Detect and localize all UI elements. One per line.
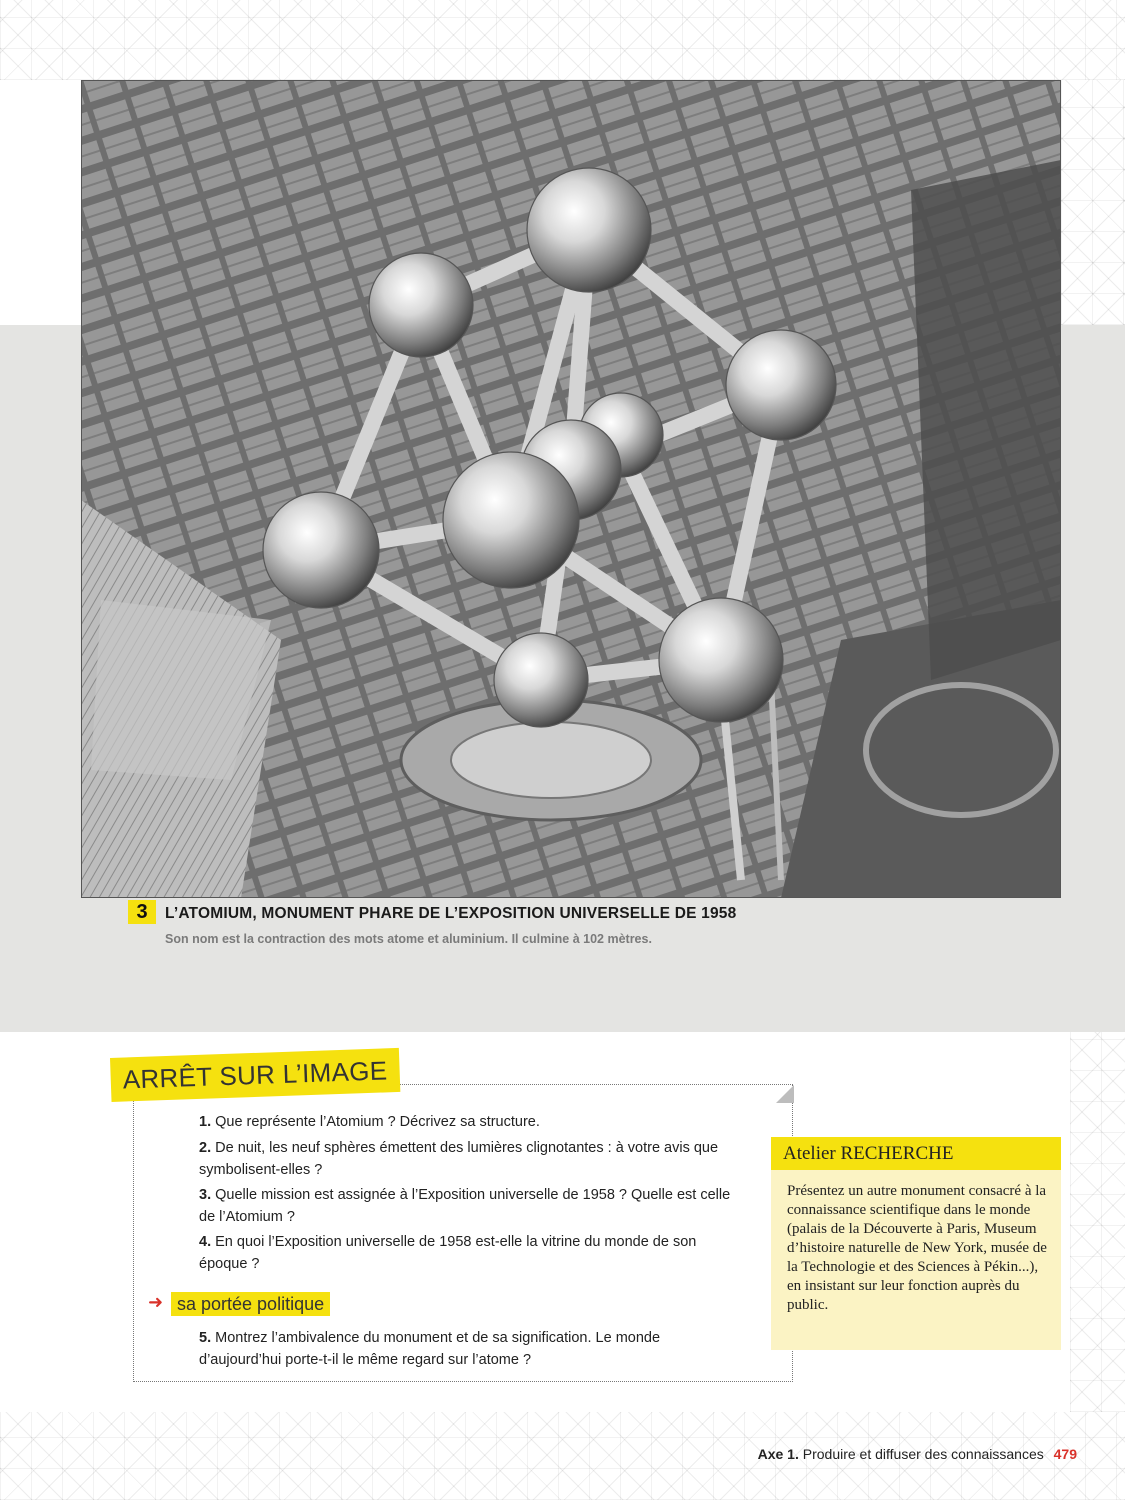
figure-title: L’ATOMIUM, MONUMENT PHARE DE L’EXPOSITION UNIVERSELLE DE 1958 [165,905,737,922]
atelier-title: Atelier RECHERCHE [771,1137,1061,1170]
question-4: 4. En quoi l’Exposition universelle de 1958 est-elle la vitrine du monde de son époque ? [199,1234,697,1272]
figure-number: 3 [128,900,156,924]
footer-text: Produire et diffuser des connaissances [802,1446,1044,1462]
atomium-photo [81,80,1061,898]
atelier-body: Présentez un autre monument consacré à la connaissance scientifique dans le monde (palais de la Découverte à Paris, Museum d’histoire naturelle de New York, musée de la Technologie et des Sciences à Pékin...), en insistant sur leur fonction auprès du public. [771,1170,1061,1350]
question-3: 3. Quelle mission est assignée à l’Exposition universelle de 1958 ? Quelle est celle de l’Atomium ? [199,1187,731,1225]
page-footer [758,1446,1077,1462]
arrow-right-icon: ➜ [148,1292,164,1312]
page-number: 479 [1053,1446,1077,1462]
question-5: 5. Montrez l’ambivalence du monument et de sa signification. Le monde d’aujourd’hui porte-t-il le même regard sur l’atome ? [199,1330,661,1368]
background-pattern-right-lower [1070,1032,1125,1412]
background-pattern-right [1061,80,1125,325]
arret-title: ARRÊT SUR L’IMAGE [110,1048,400,1102]
question-2: 2. De nuit, les neuf sphères émettent des lumières clignotantes : à votre avis que symbolisent-elles ? [199,1140,719,1178]
question-1: 1. Que représente l’Atomium ? Décrivez sa structure. [199,1114,540,1130]
figure-subtitle: Son nom est la contraction des mots atome et aluminium. Il culmine à 102 mètres. [165,932,652,946]
box-corner-fold [776,1085,794,1103]
section-label: sa portée politique [171,1292,330,1316]
background-pattern-top [0,0,1125,80]
footer-axe: Axe 1. [757,1446,799,1462]
